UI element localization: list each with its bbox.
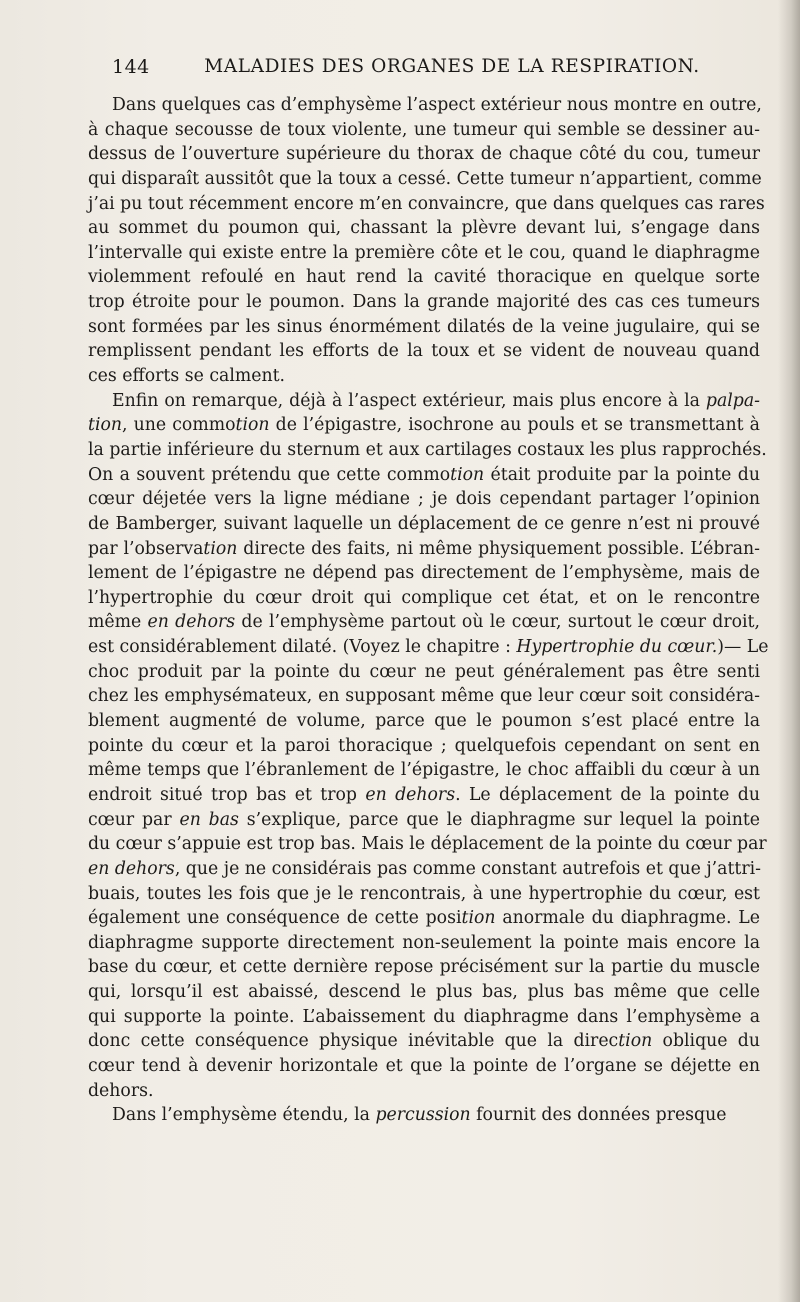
text-line: Dans quelques cas d’emphysème l’aspect extérieur nous montre en outre, xyxy=(112,95,762,115)
text-line: tion, une commotion de l’épigastre, isochrone au pouls et se transmettant à xyxy=(88,415,760,436)
text-line: j’ai pu tout récemment encore m’en convaincre, que dans quelques cas rares xyxy=(88,193,765,214)
text-line: par l’observation directe des faits, ni même physiquement possible. L’ébran- xyxy=(88,538,760,559)
text-line: l’hypertrophie du cœur droit qui complique cet état, et on le rencontre xyxy=(88,587,760,608)
text-line: de Bamberger, suivant laquelle un déplacement de ce genre n’est ni prouvé xyxy=(88,513,760,534)
page-number: 144 xyxy=(112,56,150,78)
text-line: cœur tend à devenir horizontale et que la pointe de l’organe se déjette en xyxy=(88,1055,760,1076)
text-line: qui, lorsqu’il est abaissé, descend le plus bas, plus bas même que celle xyxy=(88,982,760,1003)
text-line: pointe du cœur et la paroi thoracique ; quelquefois cependant on sent en xyxy=(88,735,760,756)
text-line: Enfin on remarque, déjà à l’aspect extérieur, mais plus encore à la palpa- xyxy=(112,390,760,411)
text-line: même en dehors de l’emphysème partout où le cœur, surtout le cœur droit, xyxy=(88,612,760,633)
text-line: diaphragme supporte directement non-seulement la pointe mais encore la xyxy=(88,932,760,953)
text-line: même temps que l’ébranlement de l’épigastre, le choc affaibli du cœur à un xyxy=(88,760,760,781)
text-line: la partie inférieure du sternum et aux cartilages costaux les plus rapprochés. xyxy=(88,439,767,460)
text-line: violemment refoulé en haut rend la cavité thoracique en quelque sorte xyxy=(88,267,760,288)
text-line: ces efforts se calment. xyxy=(88,366,286,387)
text-line: l’intervalle qui existe entre la première côte et le cou, quand le diaphragme xyxy=(88,242,760,263)
text-line: Dans l’emphysème étendu, la percussion fournit des données presque xyxy=(112,1105,727,1126)
text-line: endroit situé trop bas et trop en dehors. Le déplacement de la pointe du xyxy=(88,784,760,805)
text-line: au sommet du poumon qui, chassant la plèvre devant lui, s’engage dans xyxy=(88,218,760,239)
text-line: cœur déjetée vers la ligne médiane ; je dois cependant partager l’opinion xyxy=(88,489,760,510)
text-line: qui disparaît aussitôt que la toux a cessé. Cette tumeur n’appartient, comme xyxy=(88,168,762,189)
text-line: à chaque secousse de toux violente, une tumeur qui semble se dessiner au- xyxy=(88,119,760,140)
text-line: buais, toutes les fois que je le rencontrais, à une hypertrophie du cœur, est xyxy=(88,883,760,904)
text-line: blement augmenté de volume, parce que le poumon s’est placé entre la xyxy=(88,711,760,732)
text-line: cœur par en bas s’explique, parce que le diaphragme sur lequel la pointe xyxy=(88,809,760,830)
text-line: On a souvent prétendu que cette commotion était produite par la pointe du xyxy=(88,464,760,485)
text-line: sont formées par les sinus énormément dilatés de la veine jugulaire, qui se xyxy=(88,316,760,337)
text-line: dehors. xyxy=(88,1080,154,1101)
text-line: remplissent pendant les efforts de la toux et se vident de nouveau quand xyxy=(88,341,760,362)
text-line: du cœur s’appuie est trop bas. Mais le déplacement de la pointe du cœur par xyxy=(88,834,767,855)
text-line: donc cette conséquence physique inévitable que la direction oblique du xyxy=(88,1031,760,1052)
text-line: qui supporte la pointe. L’abaissement du diaphragme dans l’emphysème a xyxy=(88,1006,760,1027)
text-line: trop étroite pour le poumon. Dans la grande majorité des cas ces tumeurs xyxy=(88,292,760,313)
text-line: est considérablement dilaté. (Voyez le chapitre : Hypertrophie du cœur.)— Le xyxy=(88,637,769,658)
body-text xyxy=(88,93,769,1128)
text-line: dessus de l’ouverture supérieure du thorax de chaque côté du cou, tumeur xyxy=(88,144,760,165)
text-line: base du cœur, et cette dernière repose précisément sur la partie du muscle xyxy=(88,957,760,978)
text-line: en dehors, que je ne considérais pas comme constant autrefois et que j’attri- xyxy=(88,858,761,879)
page-header xyxy=(112,56,752,84)
running-title: MALADIES DES ORGANES DE LA RESPIRATION. xyxy=(204,56,700,77)
page-edge-shadow xyxy=(778,0,800,1302)
text-line: également une conséquence de cette position anormale du diaphragme. Le xyxy=(88,908,760,929)
text-line: chez les emphysémateux, en supposant même que leur cœur soit considéra- xyxy=(88,686,760,707)
text-line: lement de l’épigastre ne dépend pas directement de l’emphysème, mais de xyxy=(88,563,760,584)
text-line: choc produit par la pointe du cœur ne peut généralement pas être senti xyxy=(88,661,760,682)
